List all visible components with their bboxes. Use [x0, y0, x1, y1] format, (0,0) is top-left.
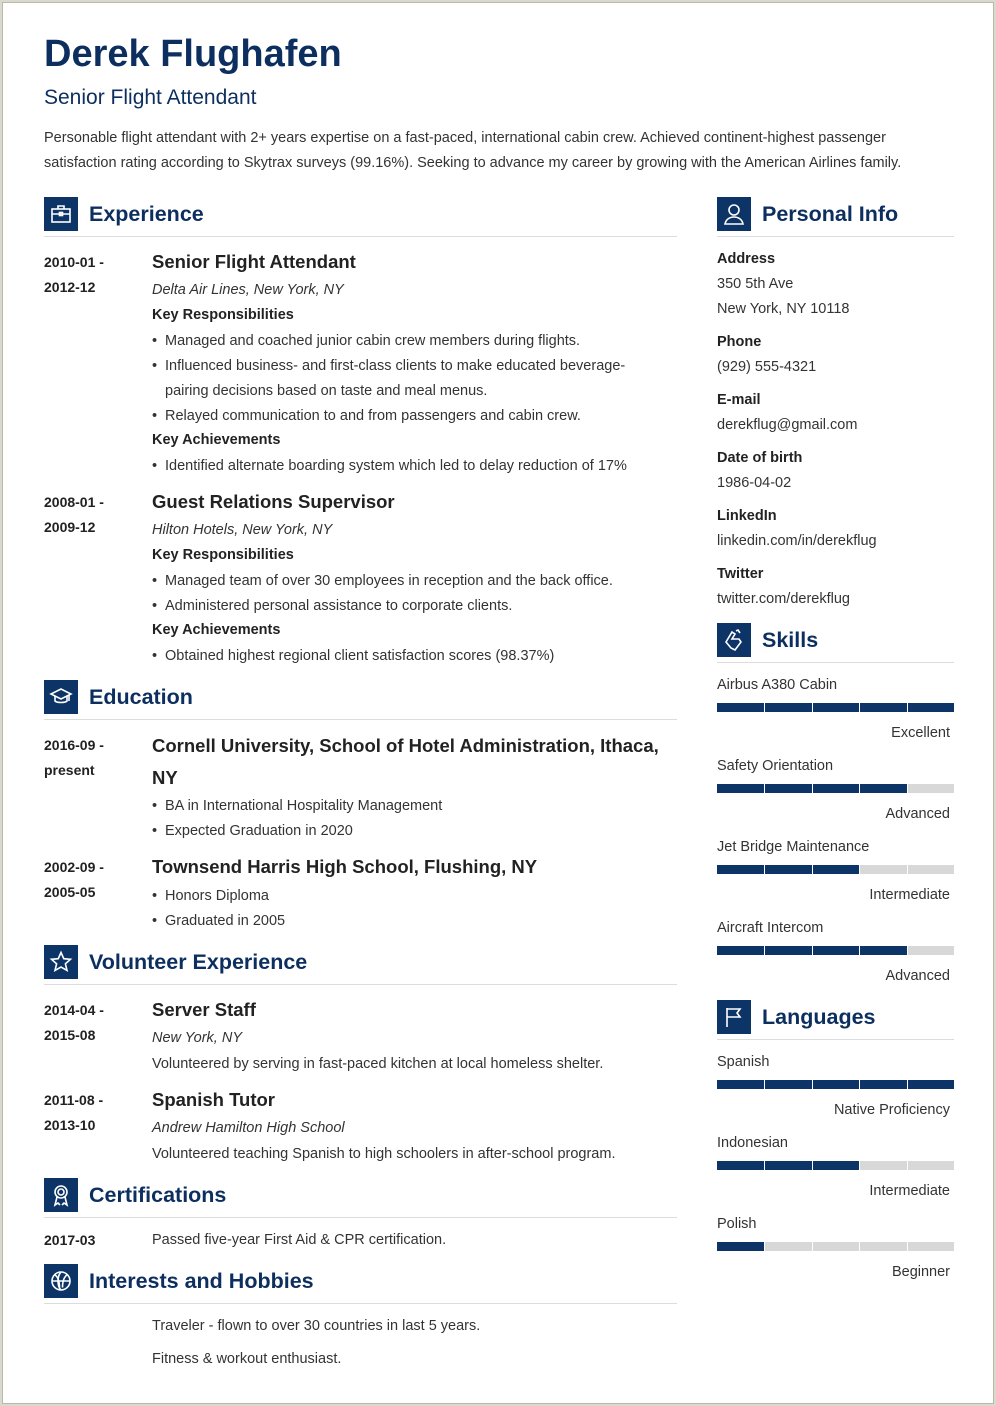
skill-meter-divider: [859, 784, 860, 793]
summary: Personable flight attendant with 2+ years expertise on a fast-paced, international cabin crew. Achieved continent-highest passenger satisfaction rating according to Skytrax surveys (99.16%). Seeking to advance my career by growing with the American Airlines family.: [44, 130, 902, 171]
cert-desc: Passed five-year First Aid & CPR certification.: [152, 1232, 447, 1248]
skill-meter-divider: [764, 784, 765, 793]
skill-meter-divider: [859, 946, 860, 955]
list-item: • Managed and coached junior cabin crew members during flights.: [152, 329, 665, 354]
skill-meter-divider: [764, 946, 765, 955]
skill-meter-divider: [812, 946, 813, 955]
info-label-phone: Phone: [717, 334, 762, 350]
section-divider: [44, 1217, 677, 1218]
skill-meter: [717, 703, 954, 712]
language-meter-fill: [717, 1080, 954, 1089]
info-label-address: Address: [717, 251, 776, 267]
exp-title: Senior Flight Attendant: [152, 251, 356, 272]
edu-date-end: 2005-05: [44, 884, 96, 900]
skill-meter-divider: [812, 865, 813, 874]
skill-name: Jet Bridge Maintenance: [717, 839, 870, 855]
skill-meter-fill: [717, 703, 954, 712]
language-meter-divider: [812, 1080, 813, 1089]
exp-resp-heading: Key Responsibilities: [152, 547, 294, 563]
language-meter-divider: [859, 1080, 860, 1089]
info-value-twitter: twitter.com/derekflug: [717, 591, 850, 607]
skill-meter-divider: [812, 784, 813, 793]
section-divider: [717, 662, 954, 663]
exp-date-end: 2012-12: [44, 279, 96, 295]
exp-date-start: 2010-01 -: [44, 254, 104, 270]
award-ribbon-icon: [44, 1178, 78, 1212]
language-meter-divider: [907, 1161, 908, 1170]
exp-org: Hilton Hotels, New York, NY: [152, 522, 333, 538]
vol-date-end: 2013-10: [44, 1117, 96, 1133]
skill-meter-divider: [907, 703, 908, 712]
cert-date: 2017-03: [44, 1232, 96, 1248]
section-title-languages: Languages: [762, 1005, 876, 1029]
vol-date-start: 2011-08 -: [44, 1092, 104, 1108]
language-meter: [717, 1161, 954, 1170]
list-item: • Honors Diploma: [152, 884, 665, 909]
skill-meter: [717, 865, 954, 874]
flag-icon: [717, 1000, 751, 1034]
language-meter-fill: [717, 1161, 859, 1170]
language-level: Native Proficiency: [833, 1102, 950, 1118]
interest-item: Fitness & workout enthusiast.: [152, 1351, 342, 1367]
skill-meter-divider: [812, 703, 813, 712]
language-meter: [717, 1080, 954, 1089]
section-divider: [44, 984, 677, 985]
skill-name: Airbus A380 Cabin: [717, 677, 838, 693]
interest-item: Traveler - flown to over 30 countries in last 5 years.: [152, 1318, 481, 1334]
edu-date-end: present: [44, 762, 95, 778]
info-label-dob: Date of birth: [717, 450, 803, 466]
exp-title: Guest Relations Supervisor: [152, 491, 395, 512]
language-level: Intermediate: [869, 1183, 950, 1199]
language-meter-divider: [812, 1242, 813, 1251]
vol-org: New York, NY: [152, 1030, 242, 1046]
info-value-phone: (929) 555-4321: [717, 359, 817, 375]
language-level: Beginner: [891, 1264, 950, 1280]
vol-title: Server Staff: [152, 999, 256, 1020]
skill-meter-divider: [907, 784, 908, 793]
section-title-interests: Interests and Hobbies: [89, 1269, 314, 1293]
vol-date-end: 2015-08: [44, 1027, 96, 1043]
list-item: • Administered personal assistance to corporate clients.: [152, 594, 665, 619]
skill-name: Aircraft Intercom: [717, 920, 824, 936]
language-meter-divider: [907, 1242, 908, 1251]
skill-meter-divider: [907, 946, 908, 955]
briefcase-icon: [44, 197, 78, 231]
language-meter-divider: [764, 1161, 765, 1170]
list-item: • Identified alternate boarding system which led to delay reduction of 17%: [152, 454, 685, 479]
exp-ach-heading: Key Achievements: [152, 622, 281, 638]
list-item: • Managed team of over 30 employees in reception and the back office.: [152, 569, 665, 594]
section-divider: [717, 1039, 954, 1040]
candidate-title: Senior Flight Attendant: [44, 86, 257, 109]
skill-meter-fill: [717, 865, 859, 874]
language-meter-fill: [717, 1242, 764, 1251]
vol-title: Spanish Tutor: [152, 1089, 275, 1110]
section-title-personal: Personal Info: [762, 202, 899, 226]
skill-meter: [717, 946, 954, 955]
exp-org: Delta Air Lines, New York, NY: [152, 282, 344, 298]
basketball-icon: [44, 1264, 78, 1298]
vol-desc: Volunteered by serving in fast-paced kitchen at local homeless shelter.: [152, 1056, 604, 1072]
language-meter-divider: [764, 1080, 765, 1089]
list-item: • Expected Graduation in 2020: [152, 819, 665, 844]
skills-hand-icon: [717, 623, 751, 657]
section-divider: [44, 719, 677, 720]
language-name: Indonesian: [717, 1135, 788, 1151]
info-value-dob: 1986-04-02: [717, 475, 792, 491]
edu-school: Cornell University, School of Hotel Administration, Ithaca, NY: [152, 735, 659, 788]
language-meter-divider: [907, 1080, 908, 1089]
edu-date-start: 2002-09 -: [44, 859, 104, 875]
section-title-education: Education: [89, 685, 193, 709]
language-meter-divider: [859, 1242, 860, 1251]
skill-level: Advanced: [885, 968, 950, 984]
vol-date-start: 2014-04 -: [44, 1002, 104, 1018]
user-icon: [717, 197, 751, 231]
info-label-twitter: Twitter: [717, 566, 764, 582]
list-item: • Relayed communication to and from passengers and cabin crew.: [152, 404, 665, 429]
skill-level: Excellent: [891, 725, 950, 741]
info-label-email: E-mail: [717, 392, 761, 408]
section-divider: [44, 236, 677, 237]
language-meter-divider: [764, 1242, 765, 1251]
info-value-linkedin: linkedin.com/in/derekflug: [717, 533, 877, 549]
language-meter-divider: [859, 1161, 860, 1170]
info-value-address-line1: 350 5th Ave: [717, 276, 794, 292]
edu-school: Townsend Harris High School, Flushing, NY: [152, 856, 538, 877]
section-divider: [44, 1303, 677, 1304]
section-title-experience: Experience: [89, 202, 204, 226]
graduation-cap-icon: [44, 680, 78, 714]
list-item: • Influenced business- and first-class clients to make educated beverage-pairing decisions based on taste and meal menus.: [152, 354, 665, 404]
list-item: • Obtained highest regional client satisfaction scores (98.37%): [152, 644, 665, 669]
exp-date-start: 2008-01 -: [44, 494, 104, 510]
language-name: Spanish: [717, 1054, 770, 1070]
section-title-skills: Skills: [762, 628, 819, 652]
list-item: • BA in International Hospitality Management: [152, 794, 665, 819]
candidate-name: Derek Flughafen: [44, 33, 342, 75]
list-item: • Graduated in 2005: [152, 909, 665, 934]
skill-meter-divider: [764, 865, 765, 874]
language-name: Polish: [717, 1216, 757, 1232]
resume-page: [2, 2, 994, 1404]
skill-level: Intermediate: [869, 887, 950, 903]
language-meter-divider: [812, 1161, 813, 1170]
exp-resp-heading: Key Responsibilities: [152, 307, 294, 323]
info-value-email: derekflug@gmail.com: [717, 417, 858, 433]
vol-desc: Volunteered teaching Spanish to high schoolers in after-school program.: [152, 1146, 616, 1162]
section-title-volunteer: Volunteer Experience: [89, 950, 308, 974]
section-title-certifications: Certifications: [89, 1183, 227, 1207]
skill-meter: [717, 784, 954, 793]
skill-meter-divider: [764, 703, 765, 712]
edu-date-start: 2016-09 -: [44, 737, 104, 753]
star-icon: [44, 945, 78, 979]
vol-org: Andrew Hamilton High School: [152, 1120, 345, 1136]
skill-meter-divider: [907, 865, 908, 874]
info-value-address-line2: New York, NY 10118: [717, 301, 850, 317]
exp-ach-heading: Key Achievements: [152, 432, 281, 448]
skill-name: Safety Orientation: [717, 758, 834, 774]
section-divider: [717, 236, 954, 237]
info-label-linkedin: LinkedIn: [717, 508, 777, 524]
skill-level: Advanced: [885, 806, 950, 822]
language-meter: [717, 1242, 954, 1251]
skill-meter-divider: [859, 703, 860, 712]
skill-meter-divider: [859, 865, 860, 874]
exp-date-end: 2009-12: [44, 519, 96, 535]
